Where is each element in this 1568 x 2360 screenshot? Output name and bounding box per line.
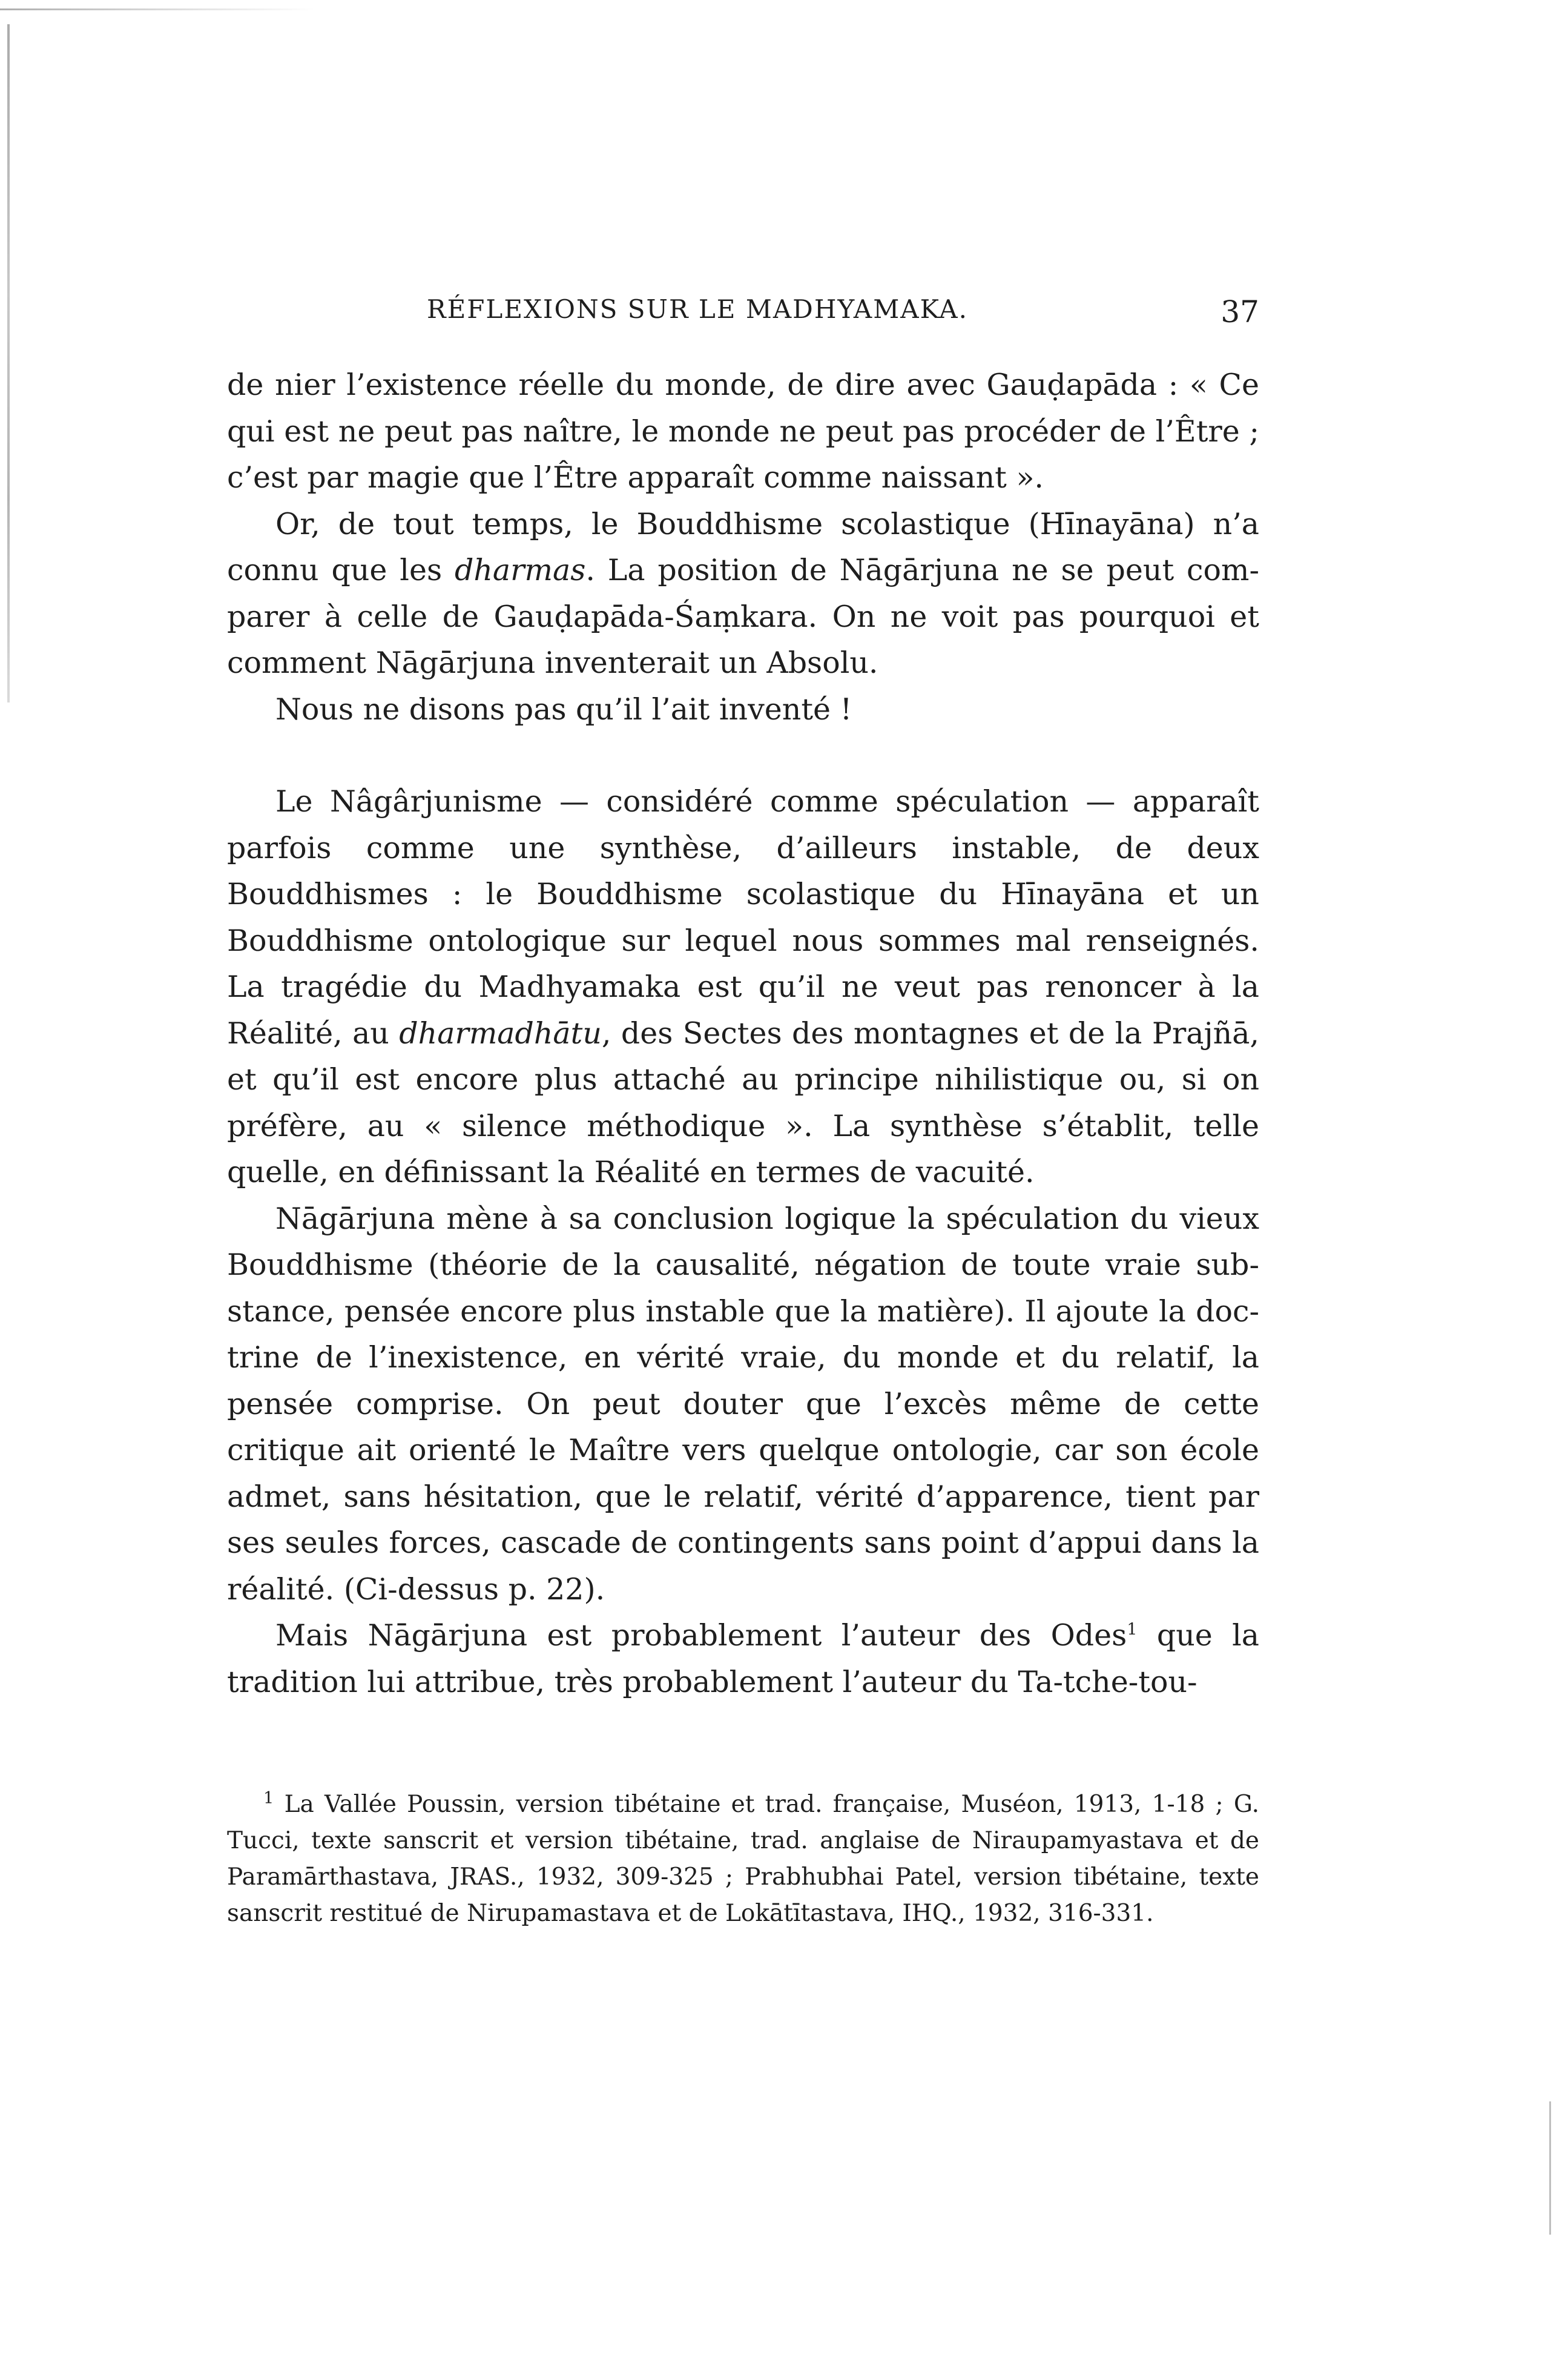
page-header — [227, 294, 1259, 337]
footnote-ref: 1 — [1127, 1620, 1138, 1639]
p4-text-a: Le Nâgârjunisme — considéré comme spéculation — apparaît parfois comme une synthèse, d’ailleurs instable, de deux Bouddhismes : le Bouddhisme scolastique du Hīnayāna et un Bouddhisme ontologique sur lequel nous sommes mal renseignés. La tragédie du Madhyamaka est qu’il ne veut pas renoncer à la Réalité, au — [227, 784, 1259, 1051]
paragraph-6 — [227, 1613, 1259, 1705]
page-number: 37 — [1220, 294, 1259, 329]
scan-edge-left — [7, 24, 10, 702]
paragraph-1: de nier l’existence réelle du monde, de dire avec Gauḍapāda : « Ce qui est ne peut pas naître, le monde ne peut pas procéder de l’Être ; c’est par magie que l’Être apparaît comme naissant ». — [227, 368, 1259, 495]
p4-italic: dharmadhātu — [399, 1016, 602, 1051]
paragraph-4 — [227, 779, 1259, 1196]
paragraph-5: Nāgārjuna mène à sa conclusion logique la spéculation du vieux Bouddhisme (théorie de la causalité, négation de toute vraie substance, pensée encore plus instable que la matière). Il ajoute la doctrine de l’inexistence, en vérité vraie, du monde et du relatif, la pensée comprise. On peut douter que l’excès même de cette critique ait orienté le Maître vers quelque ontologie, car son école admet, sans hésitation, que le relatif, vérité d’apparence, tient par ses seules forces, cascade de contingents sans point d’appui dans la réalité. (Ci-dessus p. 22). — [227, 1201, 1259, 1607]
p2-text-a: Or, de tout temps, le Bouddhisme scolastique (Hīnayāna) n’a connu que les — [227, 506, 1259, 587]
footnote-text: La Vallée Poussin, version tibétaine et trad. française, Muséon, 1913, 1-18 ; G. Tucci, texte sanscrit et version tibétaine, trad. anglaise de Niraupamyastava et de Paramārthastava, JRAS., 1932, 309-325 ; Prabhubhai Patel, version tibétaine, texte sanscrit restitué de Nirupamastava et de Lokātītastava, IHQ., 1932, 316-331. — [227, 1791, 1259, 1927]
p4-text-b: , des Sectes des montagnes et de la Prajñā, et qu’il est encore plus attaché au principe nihilistique ou, si on préfère, au « silence méthodique ». La synthèse s’établit, telle quelle, en définissant la Réalité en termes de vacuité. — [227, 1016, 1259, 1189]
footnote — [227, 1787, 1259, 1932]
scan-edge-top — [0, 8, 315, 10]
running-head: RÉFLEXIONS SUR LE MADHYAMAKA. — [427, 294, 968, 324]
p2-text-b: . La position de Nāgārjuna ne se peut comparer à celle de Gauḍapāda-Śaṃkara. On ne voit pas pourquoi et comment Nāgārjuna inventerait un Absolu. — [227, 553, 1259, 680]
paragraph-2 — [227, 501, 1259, 687]
p2-italic: dharmas — [454, 553, 586, 587]
p6-text-b: que la tradition lui attribue, très probablement l’auteur du Ta-tche-tou- — [227, 1618, 1259, 1699]
p6-text-a: Mais Nāgārjuna est probablement l’auteur des Odes — [275, 1618, 1127, 1653]
scan-edge-right — [1549, 2101, 1551, 2235]
paragraph-3: Nous ne disons pas qu’il l’ait inventé ! — [275, 692, 852, 727]
footnote-mark: 1 — [263, 1789, 274, 1808]
main-text — [227, 362, 1259, 1705]
